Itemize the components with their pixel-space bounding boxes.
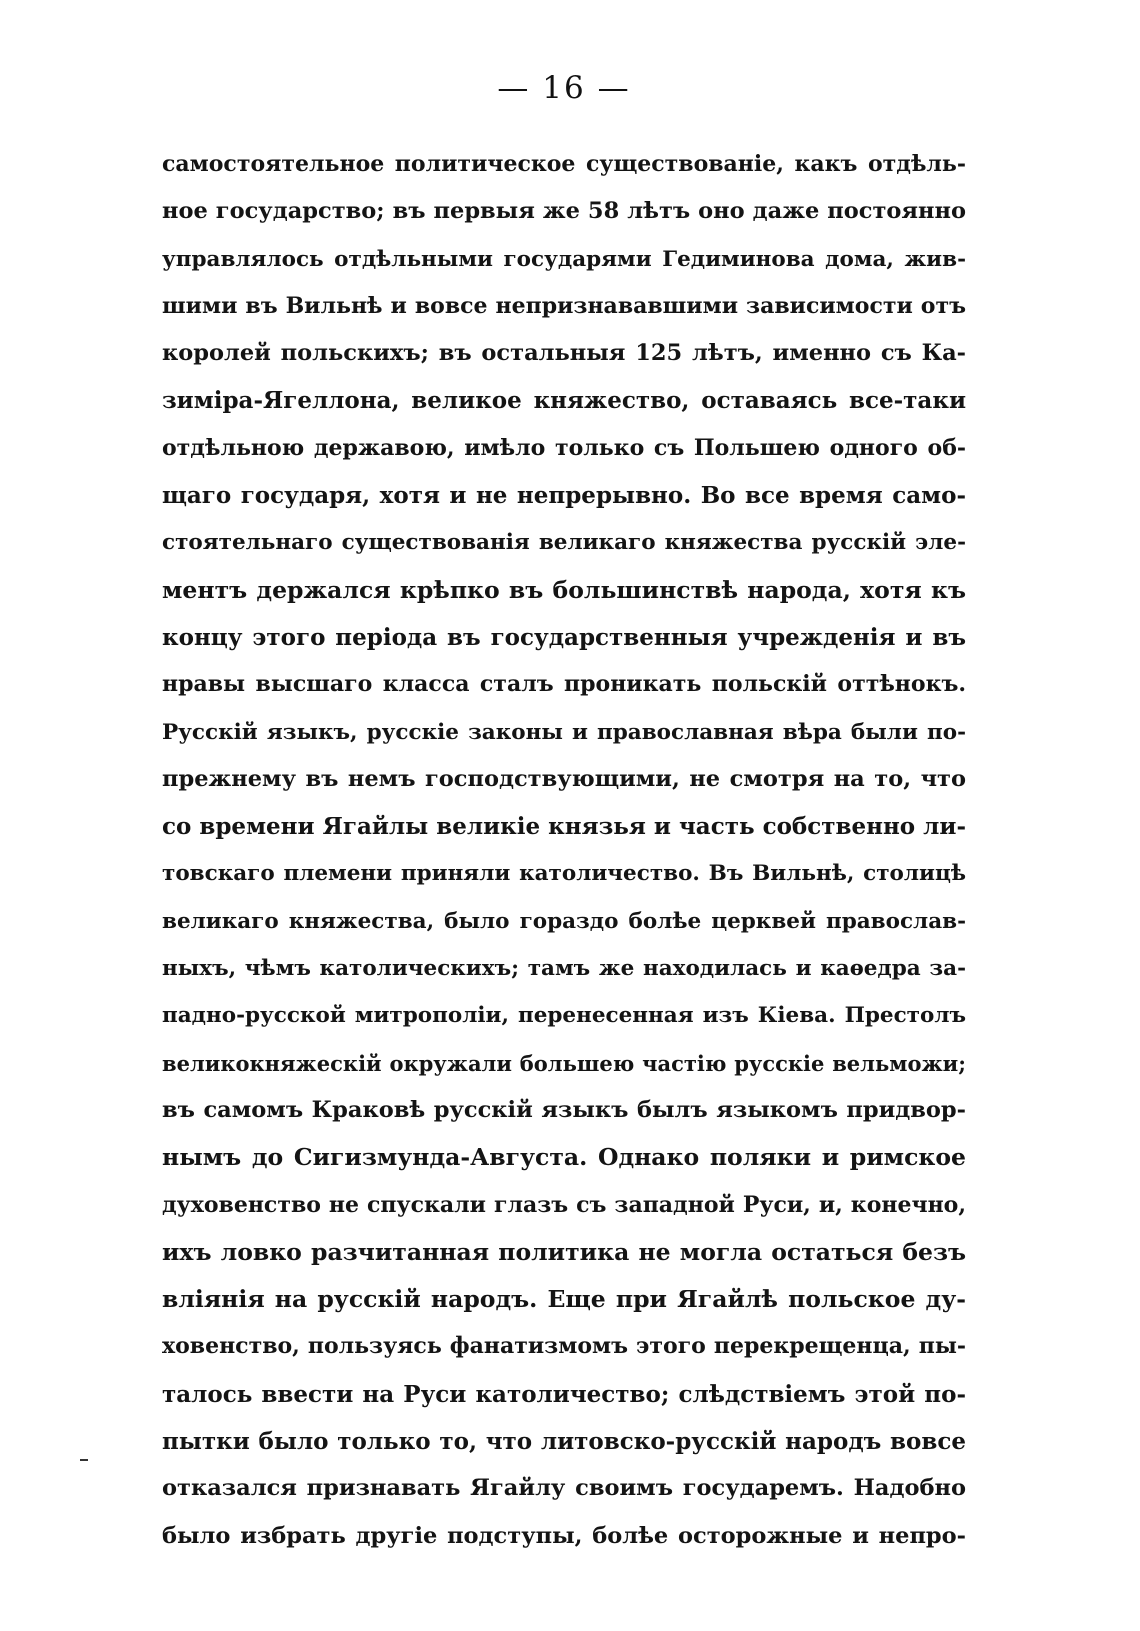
text-line: концу этого періода въ государственныя учрежденія и въ <box>162 623 966 651</box>
scan-speck <box>80 1459 88 1461</box>
text-line: нымъ до Сигизмунда-Августа. Однако поляки и римское <box>162 1143 966 1172</box>
text-line: великокняжескій окружали большею частію русскіе вельможи; <box>162 1050 966 1076</box>
page-number: — 16 — <box>497 70 631 106</box>
text-line: талось ввести на Руси католичество; слѣдствіемъ этой по- <box>162 1380 966 1408</box>
text-line: ментъ держался крѣпко въ большинствѣ народа, хотя къ <box>162 575 966 604</box>
text-line: товскаго племени приняли католичество. Въ Вильнѣ, столицѣ <box>162 861 966 887</box>
text-line: отказался признавать Ягайлу своимъ государемъ. Надобно <box>162 1475 966 1502</box>
text-line: великаго княжества, было гораздо болѣе церквей православ- <box>162 908 966 934</box>
text-line: щаго государя, хотя и не непрерывно. Во все время само- <box>162 482 966 510</box>
text-line: управлялось отдѣльными государями Гедиминова дома, жив- <box>162 246 966 272</box>
text-line: стоятельнаго существованія великаго княжества русскій эле- <box>162 530 966 556</box>
text-line: шими въ Вильнѣ и вовсе непризнававшими зависимости отъ <box>162 292 966 319</box>
text-line: ныхъ, чѣмъ католическихъ; тамъ же находилась и каѳедра за- <box>162 956 966 982</box>
text-line: ховенство, пользуясь фанатизмомъ этого перекрещенца, пы- <box>162 1333 966 1360</box>
text-line: прежнему въ немъ господствующими, не смотря на то, что <box>162 765 966 792</box>
text-line: отдѣльною державою, имѣло только съ Польшею одного об- <box>162 434 966 461</box>
text-line: нравы высшаго класса сталъ проникать польскій оттѣнокъ. <box>162 671 966 698</box>
body-text <box>162 141 966 1560</box>
text-line: самостоятельное политическое существованіе, какъ отдѣль- <box>162 151 966 177</box>
text-line: ихъ ловко разчитанная политика не могла остаться безъ <box>162 1237 966 1266</box>
text-line: вліянія на русскій народъ. Еще при Ягайлѣ польское ду- <box>162 1285 966 1314</box>
text-line: духовенство не спускали глазъ съ западной Руси, и, конечно, <box>162 1191 966 1218</box>
text-line: зиміра-Ягеллона, великое княжество, оставаясь все-таки <box>162 387 966 415</box>
text-line: королей польскихъ; въ остальныя 125 лѣтъ, именно съ Ка- <box>162 340 966 367</box>
text-line: ное государство; въ первыя же 58 лѣтъ оно даже постоянно <box>162 198 966 225</box>
text-line: Русскій языкъ, русскіе законы и православная вѣра были по- <box>162 719 966 745</box>
text-line: со времени Ягайлы великіе князья и часть собственно ли- <box>162 813 966 841</box>
text-line: падно-русской митрополіи, перенесенная изъ Кіева. Престолъ <box>162 1003 966 1029</box>
text-line: пытки было только то, что литовско-русскій народъ вовсе <box>162 1428 966 1456</box>
text-line: въ самомъ Краковѣ русскій языкъ былъ языкомъ придвор- <box>162 1096 966 1123</box>
text-line: было избрать другіе подступы, болѣе осторожные и непро- <box>162 1522 966 1549</box>
